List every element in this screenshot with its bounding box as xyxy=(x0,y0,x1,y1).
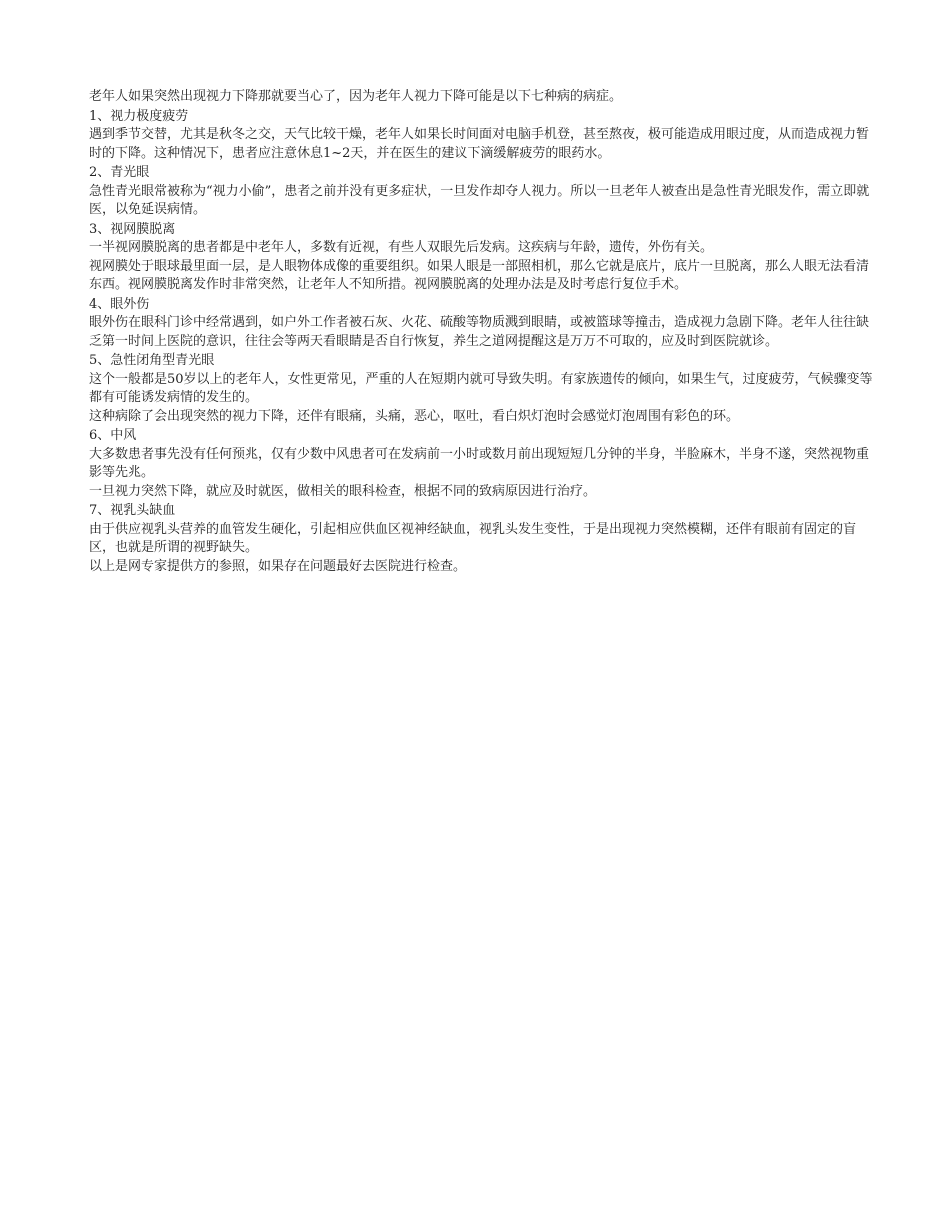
document-body xyxy=(89,88,879,576)
section-4-paragraph-1: 眼外伤在眼科门诊中经常遇到，如户外工作者被石灰、火花、硫酸等物质溅到眼睛，或被篮球等撞击，造成视力急剧下降。老年人往往缺乏第一时间上医院的意识，往往会等两天看眼睛是否自行恢复，养生之道网提醒这是万万不可取的，应及时到医院就诊。 xyxy=(89,315,870,349)
section-4-heading: 4、眼外伤 xyxy=(89,296,150,312)
section-6-paragraph-1: 大多数患者事先没有任何预兆，仅有少数中风患者可在发病前一小时或数月前出现短短几分钟的半身，半脸麻木，半身不遂，突然视物重影等先兆。 xyxy=(89,446,870,480)
section-7-heading: 7、视乳头缺血 xyxy=(89,503,176,518)
section-3-heading: 3、视网膜脱离 xyxy=(89,221,176,237)
section-3-paragraph-2: 视网膜处于眼球最里面一层，是人眼物体成像的重要组织。如果人眼是一部照相机，那么它就是底片，底片一旦脱离，那么人眼无法看清东西。视网膜脱离发作时非常突然，让老年人不知所措。视网膜脱离的处理办法是及时考虑行复位手术。 xyxy=(89,258,870,292)
section-5-heading: 5、急性闭角型青光眼 xyxy=(89,353,215,368)
section-1-paragraph-1: 遇到季节交替，尤其是秋冬之交，天气比较干燥，老年人如果长时间面对电脑手机登，甚至熬夜，极可能造成用眼过度，从而造成视力暂时的下降。这种情况下，患者应注意休息1~2天，并在医生的建议下滴缓解疲劳的眼药水。 xyxy=(89,127,870,161)
section-6-heading: 6、中风 xyxy=(89,428,137,443)
section-5-paragraph-2: 这种病除了会出现突然的视力下降，还伴有眼痛，头痛，恶心，呕吐，看白炽灯泡时会感觉灯泡周围有彩色的环。 xyxy=(89,408,740,424)
section-6-paragraph-2: 一旦视力突然下降，就应及时就医，做相关的眼科检查，根据不同的致病原因进行治疗。 xyxy=(89,483,597,499)
section-3-paragraph-1: 一半视网膜脱离的患者都是中老年人，多数有近视，有些人双眼先后发病。这疾病与年龄，遗传，外伤有关。 xyxy=(89,240,714,255)
section-2-heading: 2、青光眼 xyxy=(89,165,150,180)
section-5-paragraph-1: 这个一般都是50岁以上的老年人，女性更常见，严重的人在短期内就可导致失明。有家族遗传的倾向，如果生气，过度疲劳，气候骤变等都有可能诱发病情的发生的。 xyxy=(89,371,873,405)
intro-paragraph: 老年人如果突然出现视力下降那就要当心了，因为老年人视力下降可能是以下七种病的病症。 xyxy=(89,89,623,104)
section-2-paragraph-1: 急性青光眼常被称为“视力小偷”，患者之前并没有更多症状，一旦发作却夺人视力。所以一旦老年人被查出是急性青光眼发作，需立即就医，以免延误病情。 xyxy=(89,183,870,217)
section-1-heading: 1、视力极度疲劳 xyxy=(89,108,189,124)
section-7-paragraph-1: 由于供应视乳头营养的血管发生硬化，引起相应供血区视神经缺血，视乳头发生变性，于是出现视力突然模糊，还伴有眼前有固定的盲区，也就是所谓的视野缺失。 xyxy=(89,521,857,555)
outro-paragraph: 以上是网专家提供方的参照，如果存在问题最好去医院进行检查。 xyxy=(89,558,467,574)
